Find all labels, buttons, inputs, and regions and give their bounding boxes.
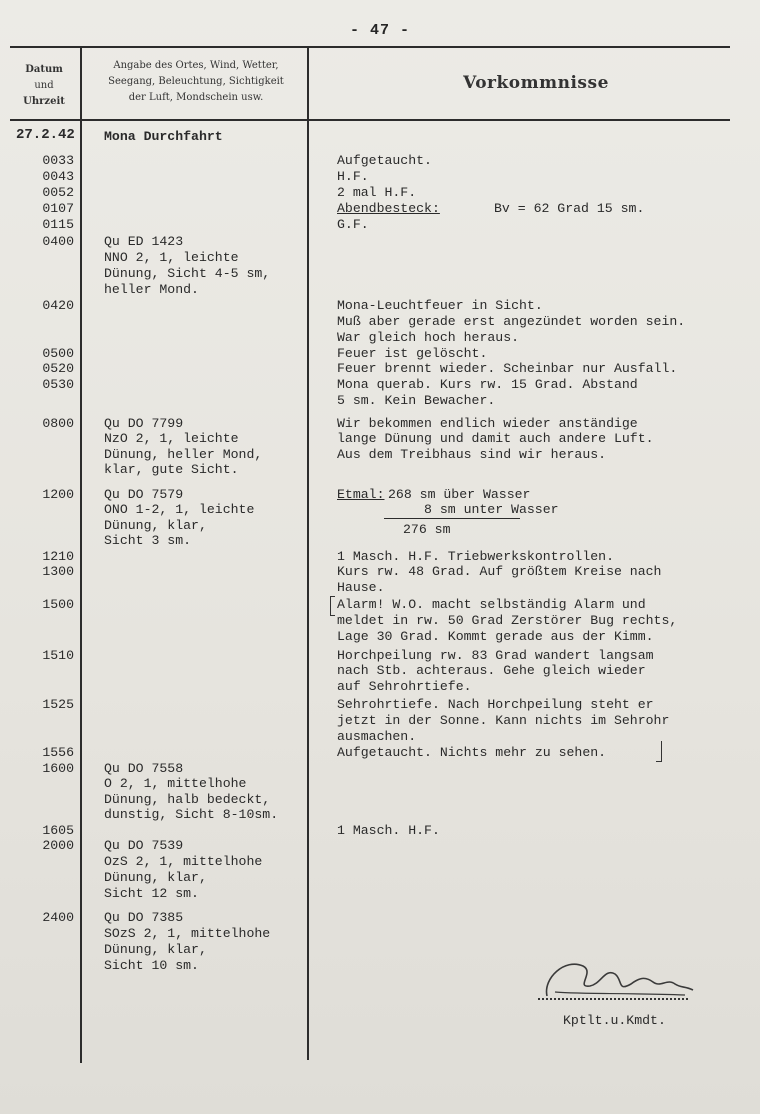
conditions-line: Qu DO 7385 [104,910,184,925]
entry-time: 0052 [42,185,74,200]
signature-dotted-line [538,998,688,1000]
signature-title: Kptlt.u.Kmdt. [563,1013,666,1028]
entry-time: 0520 [42,361,74,376]
conditions-line: OzS 2, 1, mittelhohe [104,854,263,869]
signature-scribble [535,948,705,1003]
entry-time: 0400 [42,234,74,249]
entry-time: 1500 [42,597,74,612]
event-line: Kurs rw. 48 Grad. Auf größtem Kreise nach [337,564,662,579]
event-line: G.F. [337,217,369,232]
event-line: Sehrohrtiefe. Nach Horchpeilung steht er [337,697,654,712]
header-angabe-line: Seegang, Beleuchtung, Sichtigkeit [108,76,284,87]
etmal-sum-rule [384,518,520,519]
etmal-line-2: 8 sm unter Wasser [424,502,559,517]
entry-date: 27.2.42 [16,127,75,143]
event-line: Mona querab. Kurs rw. 15 Grad. Abstand [337,377,638,392]
conditions-line: Dünung, Sicht 4-5 sm, [104,266,271,281]
conditions-line: O 2, 1, mittelhohe [104,776,247,791]
event-line: Aus dem Treibhaus sind wir heraus. [337,447,607,462]
entry-time: 1510 [42,648,74,663]
etmal-label: Etmal: [337,487,385,502]
event-line: Muß aber gerade erst angezündet worden sein. [337,314,686,329]
etmal-line-1: 268 sm über Wasser [388,487,531,502]
margin-bracket [330,596,335,616]
entry-time: 0530 [42,377,74,392]
header-angabe-line: Angabe des Ortes, Wind, Wetter, [113,60,279,71]
conditions-line: Qu DO 7539 [104,838,184,853]
conditions-line: Dünung, klar, [104,942,207,957]
page-number: - 47 - [349,22,410,39]
event-line: nach Stb. achteraus. Gehe gleich wieder [337,663,646,678]
event-line: 1 Masch. H.F. Triebwerkskontrollen. [337,549,614,564]
entry-time: 0800 [42,416,74,431]
event-line: Feuer ist gelöscht. [337,346,488,361]
entry-time: 2000 [42,838,74,853]
conditions-line: Sicht 12 sm. [104,886,199,901]
conditions-line: Dünung, klar, [104,870,207,885]
event-line: Aufgetaucht. Nichts mehr zu sehen. [337,745,607,760]
header-angabe [84,58,308,106]
event-line: War gleich hoch heraus. [337,330,520,345]
entry-time: 1525 [42,697,74,712]
entry-time: 0033 [42,153,74,168]
entry-time: 1300 [42,564,74,579]
conditions-line: ONO 1-2, 1, leichte [104,502,255,517]
end-bracket [656,741,662,762]
conditions-line: Dünung, halb bedeckt, [104,792,271,807]
event-line: ausmachen. [337,729,417,744]
header-vorkommnisse: Vorkommnisse [463,73,609,93]
entry-time: 0115 [42,217,74,232]
conditions-line: Sicht 3 sm. [104,533,192,548]
conditions-line: Dünung, heller Mond, [104,447,263,462]
event-line: Horchpeilung rw. 83 Grad wandert langsam [337,648,654,663]
conditions-line: Qu DO 7799 [104,416,184,431]
event-line: Lage 30 Grad. Kommt gerade aus der Kimm. [337,629,654,644]
column-divider-1 [80,48,82,1063]
event-line: H.F. [337,169,369,184]
conditions-line: Dünung, klar, [104,518,207,533]
entry-time: 1200 [42,487,74,502]
event-line: Hause. [337,580,385,595]
entry-time: 0043 [42,169,74,184]
event-line: Aufgetaucht. [337,153,432,168]
header-rule [10,119,730,121]
header-datum [10,62,78,110]
event-line: 5 sm. Kein Bewacher. [337,393,496,408]
event-line: auf Sehrohrtiefe. [337,679,472,694]
conditions-line: Qu DO 7579 [104,487,184,502]
conditions-line: NNO 2, 1, leichte [104,250,239,265]
conditions-line: SOzS 2, 1, mittelhohe [104,926,271,941]
conditions-line: Qu ED 1423 [104,234,184,249]
entry-time: 0500 [42,346,74,361]
entry-time: 0420 [42,298,74,313]
conditions-line: klar, gute Sicht. [104,462,239,477]
entry-time: 1600 [42,761,74,776]
event-line: meldet in rw. 50 Grad Zerstörer Bug rechts, [337,613,678,628]
top-rule [10,46,730,48]
column-divider-2 [307,48,309,1060]
entry-time: 1556 [42,745,74,760]
header-datum-line: Uhrzeit [23,96,65,107]
conditions-line: Sicht 10 sm. [104,958,199,973]
conditions-line: NzO 2, 1, leichte [104,431,239,446]
entry-time: 0107 [42,201,74,216]
event-line: jetzt in der Sonne. Kann nichts im Sehrohr [337,713,670,728]
header-datum-line: und [34,80,54,91]
event-line: Feuer brennt wieder. Scheinbar nur Ausfall. [337,361,678,376]
header-datum-line: Datum [25,64,63,75]
conditions-line: Qu DO 7558 [104,761,184,776]
event-line: Mona-Leuchtfeuer in Sicht. [337,298,543,313]
event-line: Alarm! W.O. macht selbständig Alarm und [337,597,646,612]
event-line: 1 Masch. H.F. [337,823,440,838]
event-line: lange Dünung und damit auch andere Luft. [337,431,654,446]
etmal-total: 276 sm [403,522,451,537]
conditions-line: Mona Durchfahrt [104,129,223,144]
conditions-line: dunstig, Sicht 8-10sm. [104,807,279,822]
entry-time: 2400 [42,910,74,925]
event-line: 2 mal H.F. [337,185,417,200]
event-line: Wir bekommen endlich wieder anständige [337,416,638,431]
conditions-line: heller Mond. [104,282,199,297]
abendbesteck-value: Bv = 62 Grad 15 sm. [494,201,645,216]
entry-time: 1210 [42,549,74,564]
entry-time: 1605 [42,823,74,838]
abendbesteck-label: Abendbesteck: [337,201,440,216]
header-angabe-line: der Luft, Mondschein usw. [128,92,264,103]
